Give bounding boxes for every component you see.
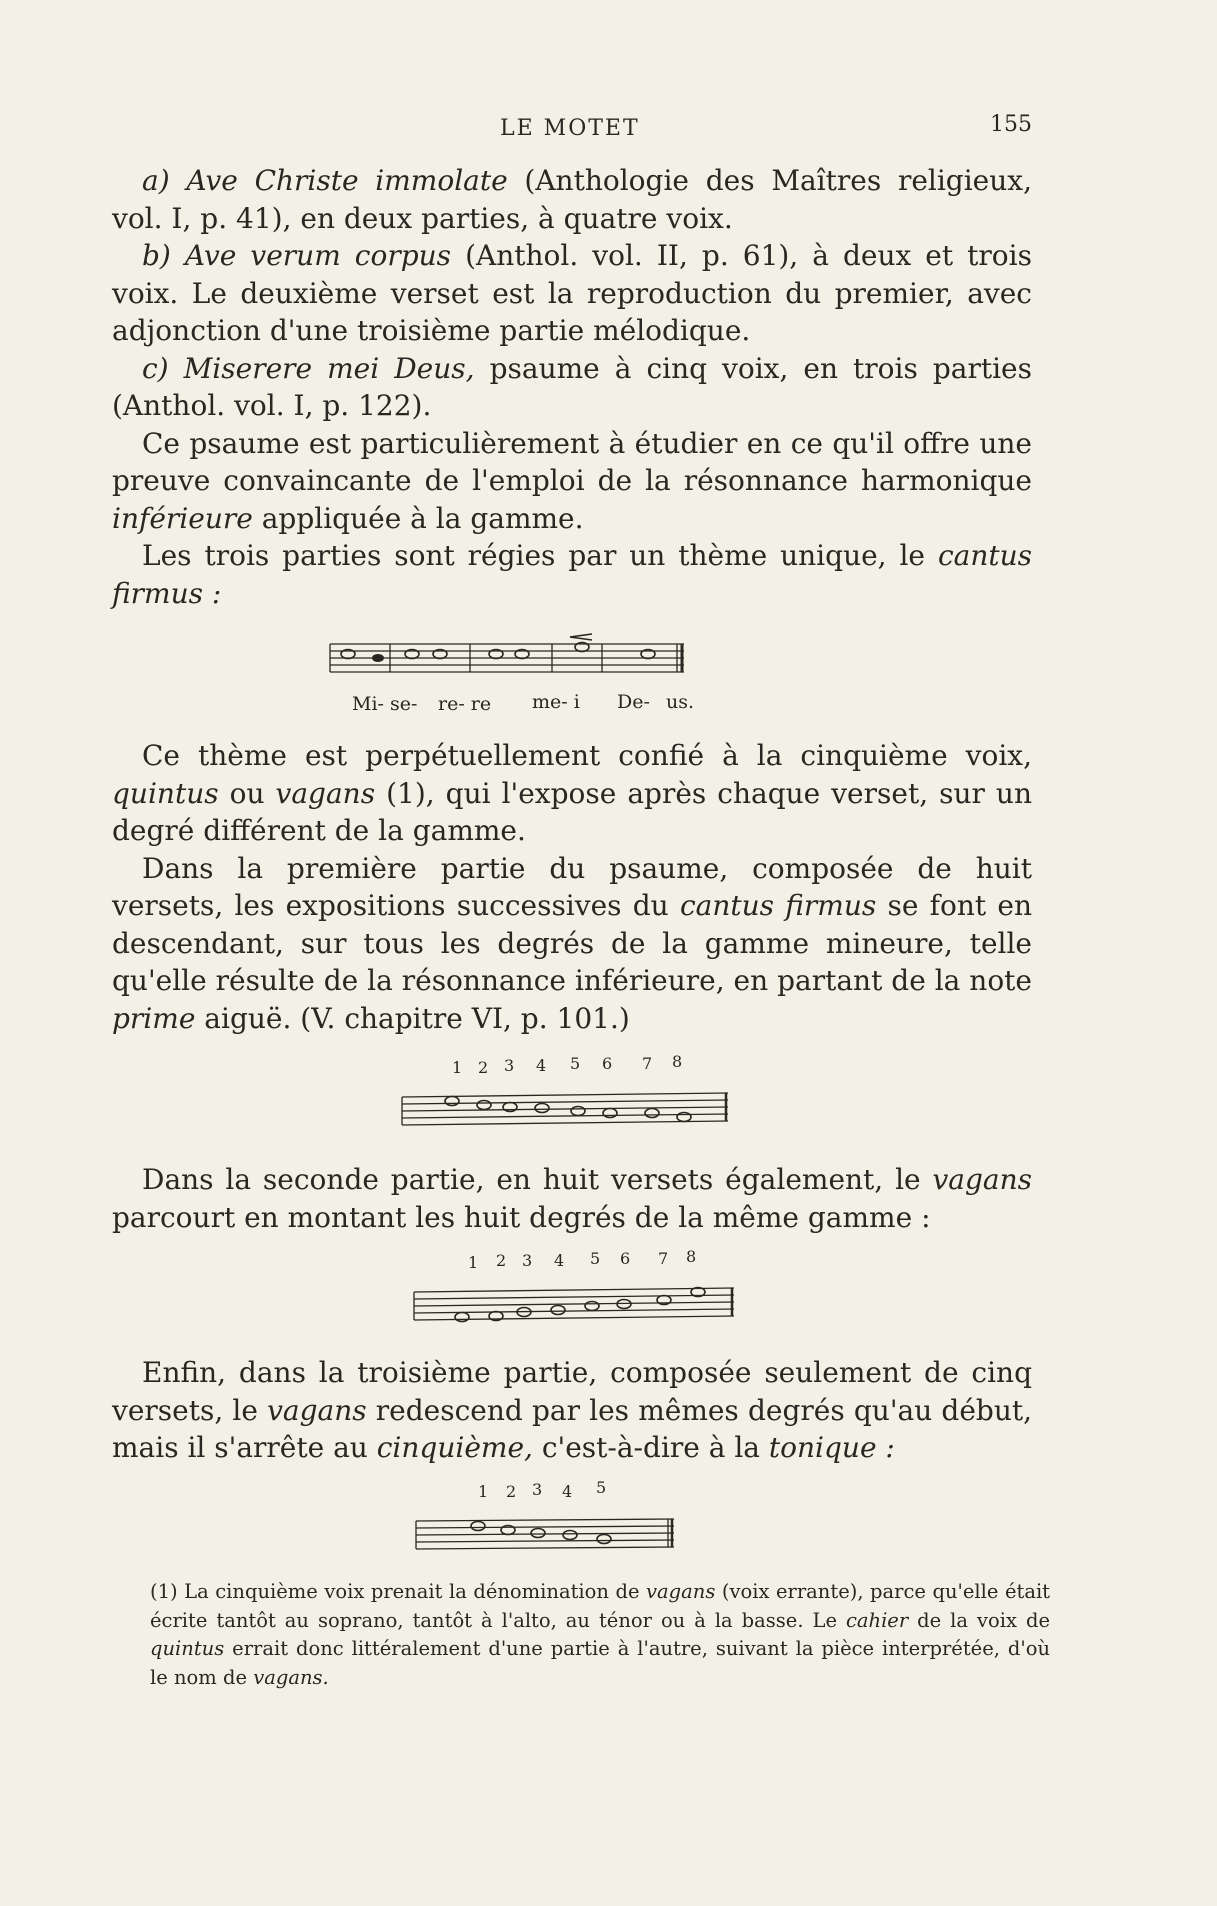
verse-number: 1 bbox=[478, 1481, 489, 1501]
paragraph-quintus-text: (1), qui l'expose après chaque verset, sur un degré différent de la gamme. bbox=[112, 776, 1032, 847]
emphasis-prime: prime bbox=[112, 1001, 196, 1035]
verse-number: 5 bbox=[570, 1054, 581, 1073]
lyric-syllable: re- re bbox=[438, 693, 492, 715]
emphasis-inferieure: inférieure bbox=[112, 501, 253, 535]
footnote-marker: (1) bbox=[150, 1580, 178, 1603]
verse-number: 3 bbox=[504, 1056, 515, 1075]
music-example-descending bbox=[112, 1051, 1032, 1161]
verse-number: 7 bbox=[658, 1249, 669, 1268]
paragraph-first-part bbox=[112, 850, 1032, 1038]
emphasis-vagans: vagans bbox=[267, 1393, 367, 1427]
verse-numbers bbox=[468, 1247, 696, 1272]
verse-number: 4 bbox=[554, 1251, 565, 1270]
music-example-ascending bbox=[112, 1244, 1032, 1354]
verse-numbers bbox=[478, 1478, 606, 1501]
item-label-a: a) bbox=[142, 164, 170, 197]
body-text bbox=[112, 162, 1032, 1577]
paragraph-c bbox=[112, 350, 1032, 425]
staff-return bbox=[112, 1477, 1032, 1577]
footnote-text-part: (voix errante), parce qu'elle était écrite tantôt au soprano, tantôt à l'alto, au ténor ou à la basse. Le bbox=[150, 1580, 1051, 1632]
verse-number: 3 bbox=[532, 1479, 543, 1499]
emphasis-quintus: quintus bbox=[112, 776, 219, 810]
verse-number: 8 bbox=[672, 1052, 683, 1071]
running-header bbox=[0, 112, 1217, 152]
paragraph-theme-text: Les trois parties sont régies par un thème unique, le bbox=[142, 539, 926, 572]
item-label-b: b) bbox=[142, 239, 171, 272]
emphasis-cantus-firmus: cantus firmus bbox=[679, 889, 877, 922]
paragraph-psalm-text: Ce psaume est particulièrement à étudier en ce qu'il offre une preuve convaincante de l'emploi de la résonnance harmonique bbox=[112, 426, 1032, 497]
emphasis-vagans: vagans bbox=[646, 1580, 716, 1603]
page-number: 155 bbox=[990, 112, 1032, 137]
emphasis-cahier: cahier bbox=[845, 1608, 909, 1632]
verse-number: 6 bbox=[620, 1249, 631, 1268]
verse-number: 5 bbox=[596, 1477, 607, 1497]
paragraph-first-text: aiguë. (V. chapitre VI, p. 101.) bbox=[204, 1001, 630, 1035]
verse-number: 1 bbox=[468, 1253, 479, 1272]
staff-ascending bbox=[112, 1244, 1032, 1344]
paragraph-quintus-text: ou bbox=[229, 776, 265, 810]
paragraph-second-text: Dans la seconde partie, en huit versets également, le bbox=[142, 1163, 921, 1196]
emphasis-tonique: tonique : bbox=[768, 1431, 895, 1464]
running-title: LE MOTET bbox=[500, 116, 640, 141]
work-title-a: Ave Christe immolate bbox=[186, 164, 508, 197]
paragraph-first-text: Dans la première partie du psaume, composée de huit versets, les expositions successives du bbox=[112, 851, 1032, 922]
staff-descending bbox=[112, 1051, 1032, 1151]
paragraph-psalm-end: appliquée à la gamme. bbox=[261, 501, 584, 535]
verse-numbers bbox=[452, 1052, 682, 1077]
footnote bbox=[150, 1578, 1050, 1692]
paragraph-b-text: (Anthol. vol. II, p. 61), à deux et trois voix. Le deuxième verset est la reproduction du premier, avec adjonction d'une troisième partie mélodique. bbox=[112, 239, 1032, 347]
paragraph-b bbox=[112, 237, 1032, 350]
item-label-c: c) bbox=[142, 351, 169, 385]
paragraph-c-text: psaume à cinq voix, en trois parties (Anthol. vol. I, p. 122). bbox=[112, 351, 1032, 422]
lyric-syllable: us. bbox=[666, 691, 695, 713]
paragraph-third-text: c'est-à-dire à la bbox=[541, 1431, 760, 1464]
paragraph-second-text: parcourt en montant les huit degrés de la même gamme : bbox=[112, 1200, 931, 1234]
emphasis-vagans: vagans bbox=[932, 1163, 1032, 1196]
verse-number: 4 bbox=[536, 1056, 547, 1075]
paragraph-second-part bbox=[112, 1161, 1032, 1236]
paragraph-quintus-text: Ce thème est perpétuellement confié à la cinquième voix, bbox=[142, 739, 1032, 772]
verse-number: 2 bbox=[506, 1481, 517, 1501]
footnote-text bbox=[150, 1578, 1050, 1692]
music-example-theme bbox=[112, 632, 1032, 737]
lyrics bbox=[352, 691, 694, 715]
staff-theme bbox=[112, 632, 1032, 732]
verse-number: 2 bbox=[478, 1058, 489, 1077]
paragraph-a bbox=[112, 162, 1032, 237]
paragraph-theme bbox=[112, 537, 1032, 612]
verse-number: 6 bbox=[602, 1054, 613, 1073]
emphasis-cantus-firmus: cantus firmus : bbox=[112, 539, 1032, 610]
verse-number: 1 bbox=[452, 1058, 463, 1077]
verse-number: 5 bbox=[590, 1249, 601, 1268]
emphasis-vagans: vagans. bbox=[253, 1665, 329, 1689]
verse-number: 8 bbox=[686, 1247, 697, 1266]
paragraph-first-text: se font en descendant, sur tous les degrés de la gamme mineure, telle qu'elle résulte de la résonnance inférieure, en partant de la note bbox=[112, 889, 1032, 997]
footnote-text-part: errait donc littéralement d'une partie à l'autre, suivant la pièce interprétée, d'où le nom de bbox=[150, 1637, 1051, 1689]
paragraph-third-text: Enfin, dans la troisième partie, composée seulement de cinq versets, le bbox=[112, 1356, 1032, 1427]
lyric-syllable: Mi- se- bbox=[352, 693, 418, 715]
footnote-text-part: La cinquième voix prenait la dénomination de bbox=[184, 1580, 640, 1603]
verse-number: 7 bbox=[642, 1054, 653, 1073]
verse-number: 3 bbox=[522, 1251, 533, 1270]
work-title-c: Miserere mei Deus, bbox=[183, 351, 475, 385]
emphasis-vagans: vagans bbox=[275, 776, 376, 810]
paragraph-third-text: redescend par les mêmes degrés qu'au début, mais il s'arrête au bbox=[112, 1393, 1033, 1464]
footnote-text-part: de la voix de bbox=[917, 1608, 1050, 1632]
work-title-b: Ave verum corpus bbox=[184, 239, 452, 272]
paragraph-a-text: (Anthologie des Maîtres religieux, vol. I, p. 41), en deux parties, à quatre voix. bbox=[112, 164, 1032, 235]
music-example-return bbox=[112, 1477, 1032, 1577]
verse-number: 2 bbox=[496, 1251, 507, 1270]
paragraph-third-part bbox=[112, 1354, 1032, 1467]
paragraph-psalm bbox=[112, 425, 1032, 538]
paragraph-quintus bbox=[112, 737, 1032, 850]
emphasis-cinquieme: cinquième, bbox=[376, 1431, 533, 1464]
emphasis-quintus: quintus bbox=[150, 1637, 225, 1660]
lyric-syllable: De- bbox=[617, 691, 650, 713]
verse-number: 4 bbox=[562, 1481, 573, 1501]
lyric-syllable: me- i bbox=[532, 691, 580, 713]
